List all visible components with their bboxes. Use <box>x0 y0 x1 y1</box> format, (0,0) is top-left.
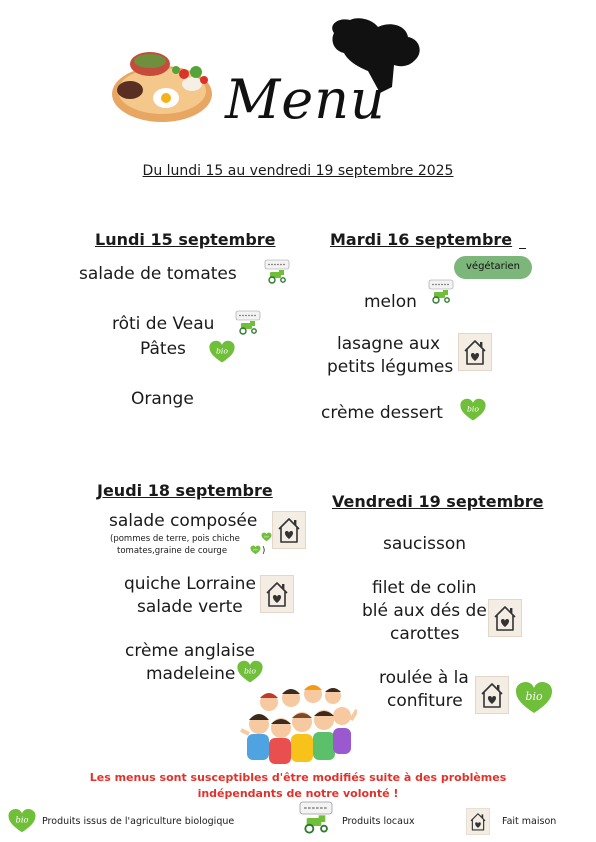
bio-icon <box>459 398 487 422</box>
thursday-dish-1: salade composée <box>109 511 258 531</box>
vegetarian-badge: végétarien <box>454 256 532 279</box>
local-product-icon <box>262 259 292 285</box>
bio-icon <box>250 545 261 555</box>
thursday-dish-detail-2: tomates,graine de courge <box>117 546 228 556</box>
thursday-dish-detail-3: ) <box>262 546 266 556</box>
page-title: Menu <box>225 68 386 131</box>
disclaimer-line-1: Les menus sont susceptibles d'être modifiés suite à des problèmes <box>89 771 507 784</box>
homemade-icon <box>488 599 522 637</box>
monday-heading: Lundi 15 septembre <box>95 230 276 249</box>
friday-dish-3: blé aux dés de <box>362 601 487 621</box>
local-product-icon <box>233 310 263 336</box>
food-plate-illustration <box>110 44 214 124</box>
homemade-icon <box>466 808 490 835</box>
bio-icon <box>208 340 236 364</box>
thursday-dish-5: madeleine <box>146 664 236 684</box>
monday-dish-2: rôti de Veau <box>112 314 215 334</box>
friday-dish-2: filet de colin <box>372 578 477 598</box>
thursday-dish-4: crème anglaise <box>125 641 256 661</box>
tuesday-dish-4: crème dessert <box>321 403 443 423</box>
homemade-icon <box>475 676 509 714</box>
children-group-illustration <box>239 672 357 770</box>
thursday-dish-detail-1: (pommes de terre, pois chiche <box>110 534 240 544</box>
homemade-icon <box>458 333 492 371</box>
tuesday-heading: Mardi 16 septembre <box>330 230 513 249</box>
thursday-heading: Jeudi 18 septembre <box>97 481 273 500</box>
tuesday-dish-2: lasagne aux <box>337 334 441 354</box>
legend-bio: Produits issus de l'agriculture biologique <box>42 816 235 827</box>
bio-icon <box>514 681 554 715</box>
thursday-dish-2: quiche Lorraine <box>124 574 256 594</box>
date-range: Du lundi 15 au vendredi 19 septembre 2025 <box>142 163 454 179</box>
monday-dish-1: salade de tomates <box>79 264 237 284</box>
friday-heading: Vendredi 19 septembre <box>332 492 544 511</box>
friday-dish-6: confiture <box>387 691 463 711</box>
friday-dish-1: saucisson <box>383 534 467 554</box>
tuesday-dish-1: melon <box>364 292 417 312</box>
local-product-icon <box>296 800 336 836</box>
friday-dish-4: carottes <box>390 624 460 644</box>
bio-icon <box>261 532 272 542</box>
monday-dish-3: Pâtes <box>140 339 186 359</box>
tuesday-dish-3: petits légumes <box>327 357 454 377</box>
thursday-dish-3: salade verte <box>137 597 243 617</box>
legend-local: Produits locaux <box>342 816 415 827</box>
disclaimer <box>0 770 596 802</box>
disclaimer-line-2: indépendants de notre volonté ! <box>197 787 399 800</box>
tuesday-underline-extension <box>519 248 526 249</box>
local-product-icon <box>426 279 456 305</box>
friday-dish-5: roulée à la <box>379 668 469 688</box>
monday-dish-4: Orange <box>131 389 194 409</box>
bio-icon <box>7 808 37 834</box>
homemade-icon <box>272 511 306 549</box>
legend-homemade: Fait maison <box>502 816 557 827</box>
homemade-icon <box>260 575 294 613</box>
